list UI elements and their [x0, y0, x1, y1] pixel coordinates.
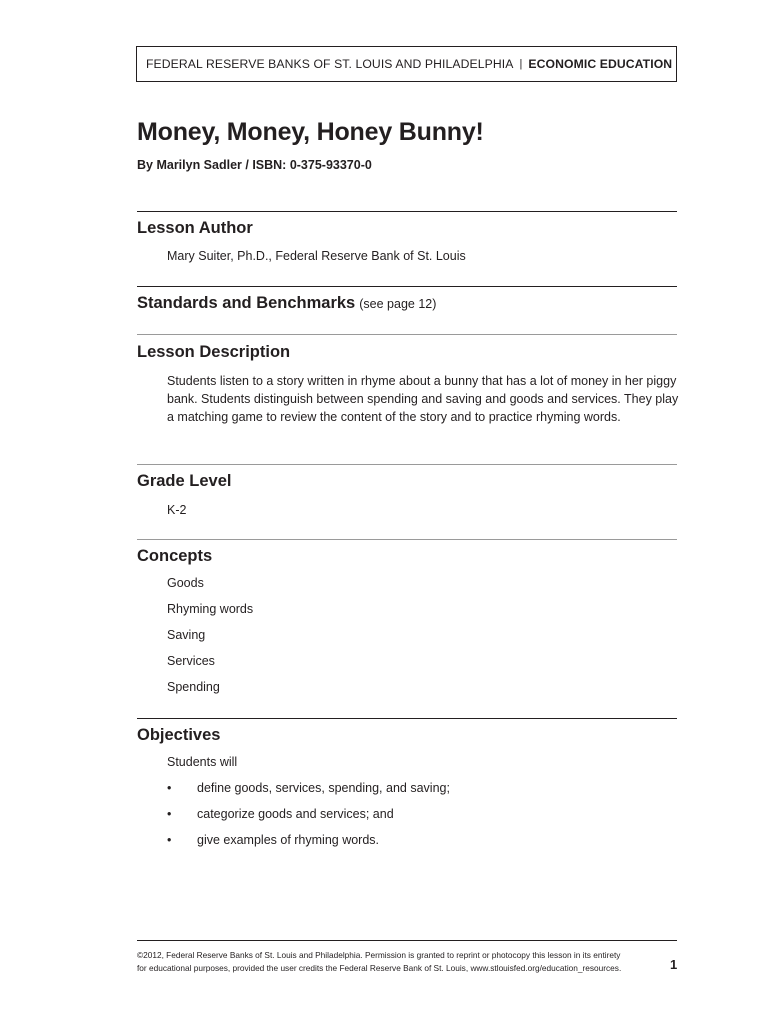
section-divider	[137, 539, 677, 540]
lesson-description-heading: Lesson Description	[137, 343, 291, 361]
copyright-notice	[137, 949, 657, 975]
standards-note: (see page 12)	[359, 297, 437, 311]
page-number: 1	[670, 957, 678, 972]
bullet-icon: •	[167, 781, 172, 795]
objective-text: categorize goods and services; and	[197, 807, 394, 821]
header-org: FEDERAL RESERVE BANKS OF ST. LOUIS AND PHILADELPHIA	[146, 57, 514, 71]
byline: By Marilyn Sadler / ISBN: 0-375-93370-0	[137, 158, 372, 172]
section-divider	[137, 718, 677, 719]
section-divider	[137, 334, 677, 335]
header-separator: |	[519, 58, 523, 70]
bullet-icon: •	[167, 833, 172, 847]
objective-text: give examples of rhyming words.	[197, 833, 380, 847]
concept-item: Services	[167, 654, 215, 668]
grade-level-heading: Grade Level	[137, 472, 232, 490]
copyright-line-2: for educational purposes, provided the user credits the Federal Reserve Bank of St. Louis, www.stlouisfed.org/education_resources.	[137, 963, 622, 973]
section-divider	[137, 464, 677, 465]
concept-item: Saving	[167, 628, 206, 642]
standards-heading-label: Standards and Benchmarks	[137, 294, 356, 312]
header-section: ECONOMIC EDUCATION	[528, 57, 673, 71]
copyright-line-1: ©2012, Federal Reserve Banks of St. Louis and Philadelphia. Permission is granted to reprint or photocopy this lesson in its entirety	[137, 950, 621, 960]
footer-divider	[137, 940, 677, 941]
concepts-heading: Concepts	[137, 547, 213, 565]
standards-heading	[137, 294, 436, 313]
section-divider	[137, 211, 677, 212]
document-title: Money, Money, Honey Bunny!	[137, 118, 484, 146]
lesson-description-text: Students listen to a story written in rhyme about a bunny that has a lot of money in her piggy bank. Students distinguish between spending and saving and goods and services. They play a matching game to review the content of the story and to practice rhyming words.	[167, 374, 679, 424]
page-header	[136, 46, 677, 82]
section-divider	[137, 286, 677, 287]
objective-text: define goods, services, spending, and saving;	[197, 781, 450, 795]
bullet-icon: •	[167, 807, 172, 821]
objectives-intro: Students will	[167, 755, 238, 769]
grade-level-text: K-2	[167, 503, 187, 517]
concept-item: Spending	[167, 680, 220, 694]
lesson-author-heading: Lesson Author	[137, 219, 253, 237]
lesson-author-text: Mary Suiter, Ph.D., Federal Reserve Bank of St. Louis	[167, 249, 466, 263]
concept-item: Rhyming words	[167, 602, 254, 616]
objectives-heading: Objectives	[137, 726, 221, 744]
concept-item: Goods	[167, 576, 204, 590]
